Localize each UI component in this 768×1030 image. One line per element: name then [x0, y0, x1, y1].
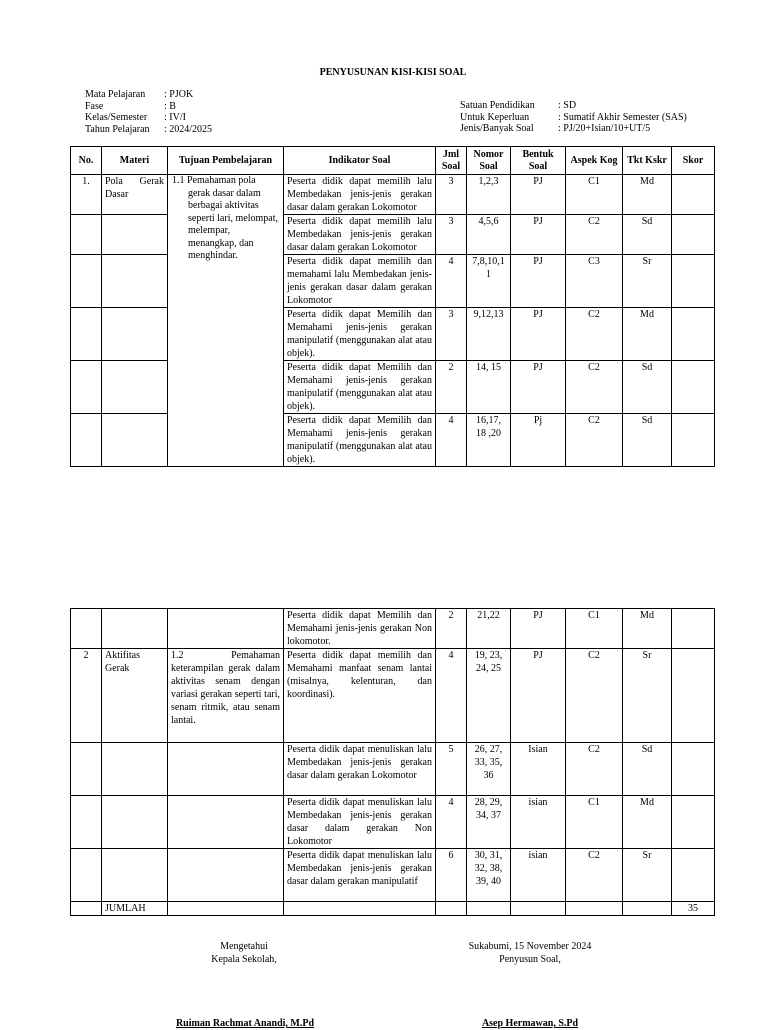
cell-materi	[102, 414, 168, 467]
table-header-row	[71, 147, 715, 175]
info-value: : SD	[558, 100, 577, 111]
cell-aspek: C2	[566, 743, 623, 796]
cell-tkt: Sr	[623, 849, 672, 902]
cell-aspek: C2	[566, 414, 623, 467]
cell-skor	[672, 796, 715, 849]
cell-jml: 2	[436, 609, 467, 649]
kisi-kisi-table-part-2	[70, 608, 715, 916]
cell-no: 1.	[71, 175, 102, 215]
cell-tkt: Md	[623, 609, 672, 649]
cell-indikator: Peserta didik dapat memilih dan Memahami manfaat senam lantai (misalnya, kelenturan, dan koordinasi).	[284, 649, 436, 743]
cell-tujuan	[168, 796, 284, 849]
cell-jml: 6	[436, 849, 467, 902]
cell-materi	[102, 308, 168, 361]
header-jml: Jml Soal	[436, 147, 467, 175]
cell-nomor: 26, 27, 33, 35, 36	[467, 743, 511, 796]
cell-nomor	[467, 902, 511, 916]
cell-indikator	[284, 902, 436, 916]
cell-nomor: 14, 15	[467, 361, 511, 414]
cell-nomor: 21,22	[467, 609, 511, 649]
cell-indikator: Peserta didik dapat menuliskan lalu Membedakan jenis-jenis gerakan dasar dalam gerakan Lokomotor	[284, 743, 436, 796]
signature-right-line1: Sukabumi, 15 November 2024	[468, 941, 592, 952]
cell-bentuk: Pj	[511, 414, 566, 467]
header-skor: Skor	[672, 147, 715, 175]
cell-jml: 5	[436, 743, 467, 796]
cell-no	[71, 308, 102, 361]
signature-left-line1: Mengetahui	[220, 941, 268, 952]
info-label: Jenis/Banyak Soal	[460, 123, 534, 135]
cell-aspek: C1	[566, 175, 623, 215]
cell-bentuk: PJ	[511, 609, 566, 649]
cell-jumlah-skor: 35	[672, 902, 715, 916]
cell-indikator: Peserta didik dapat memilih lalu Membedakan jenis-jenis gerakan dasar dalam gerakan Lokomotor	[284, 175, 436, 215]
cell-jml: 4	[436, 414, 467, 467]
cell-bentuk: PJ	[511, 649, 566, 743]
cell-bentuk: Isian	[511, 743, 566, 796]
table-row	[71, 175, 715, 215]
info-left	[85, 89, 212, 135]
cell-tujuan	[168, 609, 284, 649]
info-label: Mata Pelajaran	[85, 89, 146, 100]
cell-nomor: 1,2,3	[467, 175, 511, 215]
info-label: Fase	[85, 100, 104, 112]
table-row	[71, 361, 715, 414]
cell-tkt	[623, 902, 672, 916]
info-label: Untuk Keperluan	[460, 111, 530, 123]
cell-bentuk: isian	[511, 796, 566, 849]
signature-left-line2: Kepala Sekolah,	[211, 954, 277, 965]
cell-materi	[102, 849, 168, 902]
table-row	[71, 308, 715, 361]
cell-tkt: Sd	[623, 743, 672, 796]
cell-jml: 3	[436, 308, 467, 361]
info-label: Kelas/Semester	[85, 112, 148, 124]
cell-aspek: C1	[566, 796, 623, 849]
cell-jml: 4	[436, 649, 467, 743]
cell-no	[71, 215, 102, 255]
cell-bentuk: isian	[511, 849, 566, 902]
cell-no	[71, 796, 102, 849]
cell-tujuan	[168, 902, 284, 916]
cell-tujuan	[168, 849, 284, 902]
cell-skor	[672, 215, 715, 255]
cell-no	[71, 255, 102, 308]
cell-materi	[102, 796, 168, 849]
cell-aspek: C2	[566, 649, 623, 743]
info-label: Tahun Pelajaran	[85, 123, 150, 135]
header-bentuk: Bentuk Soal	[511, 147, 566, 175]
cell-bentuk: PJ	[511, 255, 566, 308]
cell-no	[71, 902, 102, 916]
table-row	[71, 215, 715, 255]
cell-tujuan	[168, 743, 284, 796]
table-row	[71, 255, 715, 308]
cell-materi	[102, 215, 168, 255]
info-value: : PJ/20+Isian/10+UT/5	[558, 123, 651, 135]
signature-left	[168, 940, 320, 966]
cell-aspek: C2	[566, 849, 623, 902]
cell-bentuk: PJ	[511, 361, 566, 414]
cell-indikator: Peserta didik dapat Memilih dan Memahami jenis-jenis gerakan manipulatif (menggunakan alat atau objek).	[284, 414, 436, 467]
header-nomor: Nomor Soal	[467, 147, 511, 175]
header-tkt: Tkt Kskr	[623, 147, 672, 175]
table-row	[71, 743, 715, 796]
cell-materi	[102, 743, 168, 796]
cell-aspek: C2	[566, 308, 623, 361]
cell-tujuan: 1.2 Pemahaman keterampilan gerak dalam aktivitas senam dengan variasi gerakan seperti tari, senam ritmik, atau senam lantai.	[168, 649, 284, 743]
cell-indikator: Peserta didik dapat memilih lalu Membedakan jenis-jenis gerakan dasar dalam gerakan Lokomotor	[284, 215, 436, 255]
info-value: : Sumatif Akhir Semester (SAS)	[558, 111, 687, 123]
cell-tkt: Sd	[623, 414, 672, 467]
cell-jml	[436, 902, 467, 916]
cell-nomor: 9,12,13	[467, 308, 511, 361]
kisi-kisi-table-part-1	[70, 146, 715, 467]
cell-jml: 3	[436, 215, 467, 255]
table-row	[71, 609, 715, 649]
cell-tujuan: 1.1 Pemahaman pola gerak dasar dalam berbagai aktivitas seperti lari, melompat, melempar, menangkap, dan menghindar.	[168, 175, 284, 467]
cell-skor	[672, 414, 715, 467]
cell-materi	[102, 255, 168, 308]
header-indikator: Indikator Soal	[284, 147, 436, 175]
cell-tkt: Sr	[623, 649, 672, 743]
cell-aspek: C2	[566, 361, 623, 414]
info-value: : B	[164, 100, 176, 112]
signature-right-line2: Penyusun Soal,	[499, 954, 561, 965]
cell-jml: 4	[436, 255, 467, 308]
cell-materi	[102, 609, 168, 649]
table-row	[71, 649, 715, 743]
cell-indikator: Peserta didik dapat menuliskan lalu Membedakan jenis-jenis gerakan dasar dalam gerakan manipulatif	[284, 849, 436, 902]
cell-skor	[672, 649, 715, 743]
cell-nomor: 30, 31, 32, 38, 39, 40	[467, 849, 511, 902]
info-right	[460, 100, 687, 135]
table-row	[71, 796, 715, 849]
cell-no	[71, 361, 102, 414]
cell-indikator: Peserta didik dapat Memilih dan Memahami jenis-jenis gerakan Non lokomotor.	[284, 609, 436, 649]
header-materi: Materi	[102, 147, 168, 175]
cell-aspek	[566, 902, 623, 916]
signature-left-name: Ruiman Rachmat Anandi, M.Pd	[175, 1018, 315, 1029]
cell-tkt: Sd	[623, 215, 672, 255]
cell-tkt: Md	[623, 796, 672, 849]
cell-skor	[672, 175, 715, 215]
cell-bentuk	[511, 902, 566, 916]
header-aspek: Aspek Kog	[566, 147, 623, 175]
cell-no	[71, 609, 102, 649]
cell-skor	[672, 255, 715, 308]
info-value: : IV/I	[164, 112, 186, 124]
cell-materi: Aktifitas Gerak	[102, 649, 168, 743]
cell-bentuk: PJ	[511, 215, 566, 255]
cell-tkt: Md	[623, 308, 672, 361]
signature-right	[430, 940, 630, 966]
cell-materi	[102, 361, 168, 414]
cell-no: 2	[71, 649, 102, 743]
cell-materi: Pola Gerak Dasar	[102, 175, 168, 215]
cell-skor	[672, 308, 715, 361]
cell-tkt: Md	[623, 175, 672, 215]
cell-skor	[672, 849, 715, 902]
cell-aspek: C2	[566, 215, 623, 255]
cell-tkt: Sr	[623, 255, 672, 308]
cell-skor	[672, 743, 715, 796]
cell-jumlah-label: JUMLAH	[102, 902, 168, 916]
cell-tkt: Sd	[623, 361, 672, 414]
cell-aspek: C3	[566, 255, 623, 308]
header-no: No.	[71, 147, 102, 175]
cell-bentuk: PJ	[511, 175, 566, 215]
header-tujuan: Tujuan Pembelajaran	[168, 147, 284, 175]
cell-skor	[672, 361, 715, 414]
cell-nomor: 4,5,6	[467, 215, 511, 255]
cell-nomor: 28, 29, 34, 37	[467, 796, 511, 849]
info-label: Satuan Pendidikan	[460, 100, 535, 111]
cell-jml: 3	[436, 175, 467, 215]
cell-no	[71, 743, 102, 796]
table-total-row	[71, 902, 715, 916]
cell-skor	[672, 609, 715, 649]
table-row	[71, 414, 715, 467]
cell-indikator: Peserta didik dapat Memilih dan Memahami jenis-jenis gerakan manipulatif (menggunakan alat atau objek).	[284, 308, 436, 361]
table-row	[71, 849, 715, 902]
cell-indikator: Peserta didik dapat memilih dan memahami lalu Membedakan jenis-jenis gerakan dasar dalam gerakan Lokomotor	[284, 255, 436, 308]
cell-aspek: C1	[566, 609, 623, 649]
info-value: : PJOK	[164, 89, 194, 100]
cell-no	[71, 849, 102, 902]
cell-nomor: 19, 23, 24, 25	[467, 649, 511, 743]
page-title: PENYUSUNAN KISI-KISI SOAL	[319, 67, 467, 78]
signature-right-name: Asep Hermawan, S.Pd	[481, 1018, 579, 1029]
cell-bentuk: PJ	[511, 308, 566, 361]
cell-jml: 2	[436, 361, 467, 414]
cell-no	[71, 414, 102, 467]
cell-nomor: 16,17, 18 ,20	[467, 414, 511, 467]
cell-indikator: Peserta didik dapat Memilih dan Memahami jenis-jenis gerakan manipulatif (menggunakan alat atau objek).	[284, 361, 436, 414]
cell-jml: 4	[436, 796, 467, 849]
cell-nomor: 7,8,10,11	[467, 255, 511, 308]
cell-indikator: Peserta didik dapat menuliskan lalu Membedakan jenis-jenis gerakan dasar dalam gerakan Non Lokomotor	[284, 796, 436, 849]
info-value: : 2024/2025	[164, 123, 213, 135]
